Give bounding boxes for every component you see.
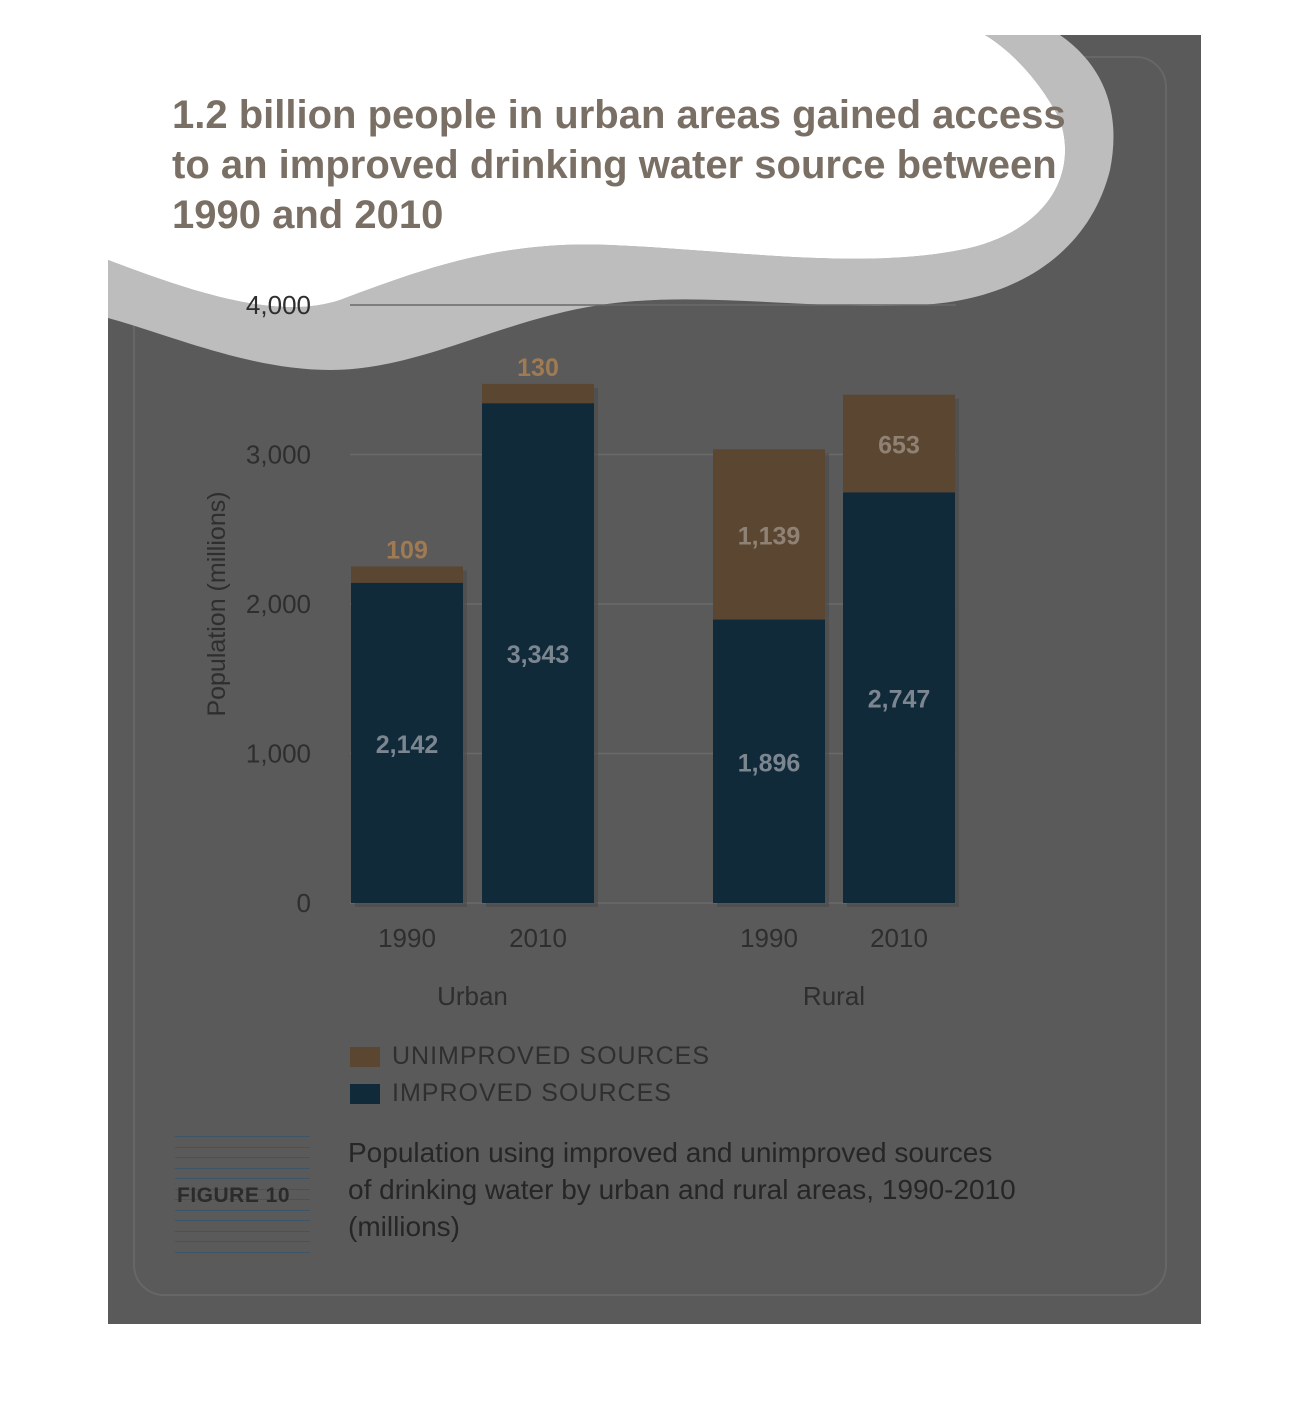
figure-stripe (175, 1241, 310, 1242)
legend-swatch-improved (350, 1084, 380, 1104)
x-tick-label: 2010 (509, 923, 567, 953)
figure-stripe (175, 1178, 310, 1179)
caption (348, 1134, 1138, 1245)
y-axis-label: Population (millions) (203, 491, 231, 717)
x-tick-label: 2010 (870, 923, 928, 953)
group-label: Rural (802, 981, 866, 1011)
caption-line: Population using improved and unimproved sources (348, 1137, 993, 1168)
data-label-unimproved: 109 (386, 536, 428, 565)
y-tick-label: 0 (296, 888, 311, 918)
headline (172, 90, 1172, 240)
legend-item-improved (350, 1075, 710, 1112)
figure-stripe (175, 1136, 310, 1137)
y-tick-label: 1,000 (245, 738, 311, 769)
y-tick-label: 4,000 (245, 290, 311, 320)
caption-line: of drinking water by urban and rural areas, 1990-2010 (348, 1174, 1016, 1205)
legend-label: IMPROVED SOURCES (392, 1079, 672, 1107)
figure-stripe (175, 1231, 310, 1232)
caption-line: (millions) (348, 1211, 460, 1242)
headline-line: 1990 and 2010 (172, 193, 444, 237)
figure-stripe (175, 1220, 310, 1221)
bar-unimproved (351, 566, 463, 582)
figure-stripe (175, 1252, 310, 1253)
x-tick-label: 1990 (378, 923, 436, 953)
figure-stripe (175, 1157, 310, 1158)
legend-item-unimproved (350, 1038, 710, 1075)
legend-swatch-unimproved (350, 1047, 380, 1067)
data-label-improved: 2,142 (375, 730, 439, 759)
figure-stripe (175, 1210, 310, 1211)
figure-stripe (175, 1168, 310, 1169)
headline-line: to an improved drinking water source between (172, 143, 1057, 187)
headline-line: 1.2 billion people in urban areas gained access (172, 93, 1066, 137)
data-label-improved: 3,343 (506, 641, 570, 670)
bar-unimproved (482, 384, 594, 403)
y-tick-label: 3,000 (245, 439, 311, 470)
y-tick-label: 2,000 (245, 589, 311, 619)
data-label-unimproved: 1,139 (737, 522, 801, 551)
legend (350, 1038, 710, 1112)
data-label-unimproved: 130 (517, 353, 559, 382)
data-label-unimproved: 653 (878, 431, 920, 460)
group-label: Urban (437, 981, 508, 1011)
data-label-improved: 1,896 (737, 749, 801, 778)
figure-stripe (175, 1147, 310, 1148)
x-tick-label: 1990 (740, 923, 798, 953)
data-label-improved: 2,747 (867, 685, 931, 714)
figure-label: FIGURE 10 (177, 1184, 291, 1207)
legend-label: UNIMPROVED SOURCES (392, 1042, 711, 1070)
